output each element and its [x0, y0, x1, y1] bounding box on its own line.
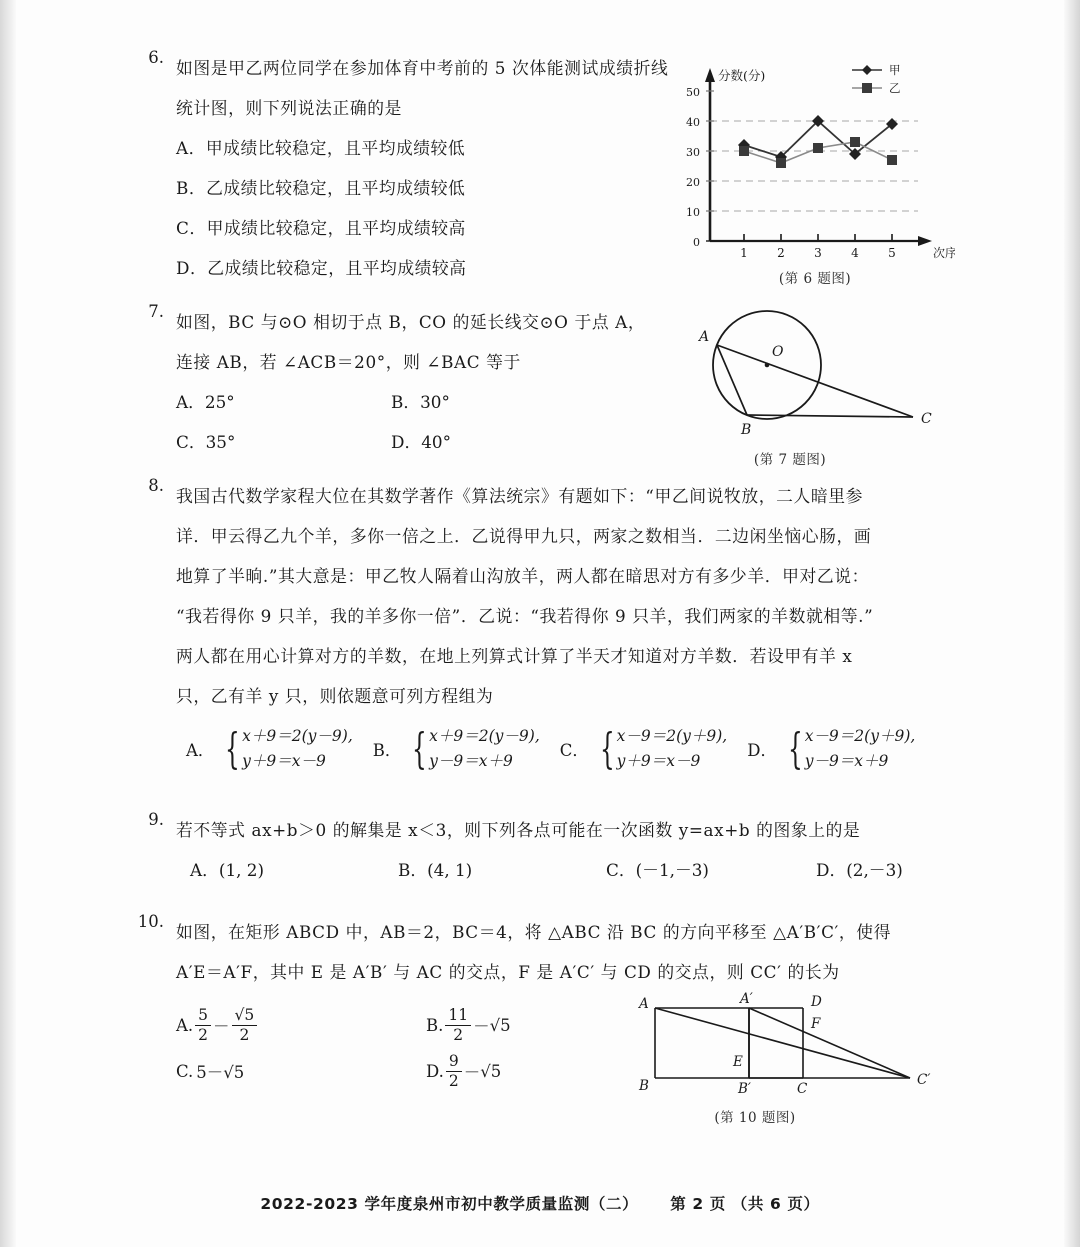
brace-icon: { [599, 724, 615, 773]
y-axis-label: 分数(分) [718, 68, 766, 83]
question-8-equation-options [186, 724, 960, 774]
score-line-chart [670, 56, 955, 261]
question-8-number: 8. [148, 476, 164, 495]
label-C-prime: C′ [917, 1072, 931, 1088]
question-8-option-c-eq2: y＋9＝x－9 [616, 752, 701, 770]
label-C: C [797, 1081, 808, 1097]
brace-icon: { [412, 724, 428, 773]
question-7-text-line-2: 连接 AB，若 ∠ACB＝20°，则 ∠BAC 等于 [176, 352, 521, 372]
label-E: E [733, 1054, 743, 1070]
question-6-option-d[interactable]: D．乙成绩比较稳定，且平均成绩较高 [176, 258, 467, 278]
question-8-text-line-5: 两人都在用心计算对方的羊数，在地上列算式计算了半天才知道对方羊数．若设甲有羊 x [176, 646, 853, 666]
label-F: F [811, 1016, 821, 1032]
y-tick-40: 40 [686, 116, 700, 129]
page-footer [0, 1192, 1080, 1214]
question-10-option-a[interactable] [176, 1006, 426, 1045]
frac-numerator: √5 [232, 1006, 258, 1026]
label-C: C [921, 411, 932, 427]
question-6-option-a[interactable]: A．甲成绩比较稳定，且平均成绩较低 [176, 138, 466, 158]
question-9-text-line-1: 若不等式 ax+b＞0 的解集是 x＜3，则下列各点可能在一次函数 y=ax+b 的图象上的是 [176, 820, 861, 840]
label-B: B [639, 1078, 649, 1094]
question-9-option-b[interactable]: B．(4, 1) [398, 860, 473, 880]
question-6-text-line-1: 如图是甲乙两位同学在参加体育中考前的 5 次体能测试成绩折线 [176, 58, 669, 78]
question-8-option-d-eq2: y－9＝x＋9 [804, 752, 889, 770]
question-9-option-d[interactable]: D．(2,－3) [816, 860, 903, 880]
x-tick-2: 2 [777, 246, 785, 260]
question-10-option-c-label: C. [176, 1061, 194, 1081]
fraction-9-over-2 [446, 1052, 462, 1091]
question-8-option-c[interactable] [560, 724, 727, 774]
x-tick-4: 4 [851, 246, 859, 260]
y-tick-10: 10 [686, 206, 700, 219]
footer-exam-title: 2022-2023 学年度泉州市初中教学质量监测（二） [260, 1195, 639, 1213]
page-edge-right [1064, 0, 1080, 1247]
segment-AprimeCprime [749, 1008, 910, 1078]
question-8-option-c-label: C． [559, 741, 589, 760]
page-edge-left [0, 0, 16, 1247]
question-6-number: 6. [148, 48, 164, 67]
question-6-option-c[interactable]: C．甲成绩比较稳定，且平均成绩较高 [176, 218, 466, 238]
label-A-prime: A′ [740, 991, 753, 1007]
question-10 [130, 912, 960, 1126]
fraction-5-over-2 [195, 1006, 211, 1045]
minus-operator: － [213, 1017, 230, 1036]
question-10-option-a-label: A. [176, 1015, 194, 1035]
footer-page-number: 第 2 页 （共 6 页） [670, 1195, 820, 1213]
question-8-option-d-eq1: x－9＝2(y＋9), [804, 727, 916, 745]
label-O: O [772, 344, 784, 360]
question-8-option-b[interactable] [373, 724, 540, 774]
frac-numerator: 9 [446, 1052, 462, 1072]
circle-tangent-diagram [655, 307, 950, 442]
question-7-figure [655, 307, 955, 468]
question-7 [130, 302, 960, 470]
frac-denominator: 2 [198, 1025, 209, 1044]
question-8-option-b-eq2: y－9＝x＋9 [429, 752, 513, 770]
segment-BC [747, 415, 913, 417]
question-10-option-c[interactable] [176, 1059, 426, 1083]
legend-label-jia: 甲 [889, 63, 901, 77]
question-8-text-line-4: “我若得你 9 只羊，我的羊多你一倍”．乙说：“我若得你 9 只羊，我们两家的羊数就相等.” [176, 606, 874, 626]
sqrt-5: √5 [480, 1061, 502, 1081]
frac-numerator: 11 [445, 1006, 471, 1026]
question-9 [130, 810, 960, 906]
question-7-option-b[interactable]: B．30° [391, 392, 450, 412]
question-6 [130, 48, 960, 296]
question-8-option-b-eq1: x＋9＝2(y－9), [429, 727, 540, 745]
chart-legend [852, 63, 901, 95]
label-A: A [699, 329, 710, 345]
frac-numerator: 5 [195, 1006, 211, 1026]
segment-AB [717, 345, 747, 415]
rectangle-translation-diagram [625, 990, 955, 1100]
question-9-option-c[interactable]: C．(－1,－3) [606, 860, 709, 880]
x-axis-label: 次序 [933, 246, 955, 260]
question-8-text-line-2: 详．甲云得乙九个羊，多你一倍之上．乙说得甲九只，两家之数相当．二边闲坐恼心肠，画 [176, 526, 872, 546]
label-B: B [741, 422, 752, 438]
question-8-option-a-eq1: x＋9＝2(y－9), [242, 727, 353, 745]
question-7-option-a[interactable]: A．25° [176, 392, 235, 412]
minus-operator: － [473, 1017, 490, 1036]
question-10-text-line-2: A′E＝A′F，其中 E 是 A′B′ 与 AC 的交点，F 是 A′C′ 与 CD 的交点，则 CC′ 的长为 [176, 962, 840, 982]
question-6-figure [670, 56, 960, 287]
question-7-number: 7. [148, 302, 164, 321]
question-8-option-a-eq2: y＋9＝x－9 [242, 752, 326, 770]
question-8-option-b-label: B． [372, 741, 402, 760]
question-10-figure-caption: (第 10 题图) [714, 1110, 796, 1126]
question-10-number: 10. [137, 912, 164, 931]
question-8-option-c-eq1: x－9＝2(y＋9), [616, 727, 728, 745]
brace-icon: { [225, 724, 241, 773]
question-8-option-a[interactable] [186, 724, 353, 774]
question-8-option-a-label: A． [186, 741, 215, 760]
x-tick-1: 1 [740, 246, 748, 260]
question-7-option-d[interactable]: D．40° [391, 432, 451, 452]
segment-A-to-Cprime [655, 1008, 910, 1078]
question-8 [130, 476, 960, 804]
segment-AC [717, 345, 913, 417]
y-tick-0: 0 [693, 236, 700, 249]
minus-operator: － [463, 1063, 481, 1082]
question-10-option-d-label: D. [426, 1061, 444, 1081]
legend-label-yi: 乙 [889, 81, 901, 95]
y-tick-30: 30 [686, 146, 700, 159]
fraction-sqrt5-over-2 [232, 1006, 258, 1045]
question-9-number: 9. [148, 810, 164, 829]
question-10-option-c-value: 5－√5 [196, 1063, 245, 1082]
label-A: A [639, 996, 649, 1012]
question-7-option-c[interactable]: C．35° [176, 432, 236, 452]
x-tick-3: 3 [814, 246, 822, 260]
label-B-prime: B′ [738, 1081, 751, 1097]
y-tick-50: 50 [686, 86, 700, 99]
question-10-figure [625, 990, 965, 1126]
question-7-figure-caption: (第 7 题图) [753, 452, 827, 468]
sqrt-5: √5 [489, 1015, 511, 1035]
frac-denominator: 2 [453, 1025, 464, 1044]
question-8-text-line-3: 地算了半晌.”其大意是：甲乙牧人隔着山沟放羊，两人都在暗思对方有多少羊．甲对乙说： [176, 566, 869, 586]
question-8-option-d[interactable] [747, 724, 915, 774]
question-6-text-line-2: 统计图，则下列说法正确的是 [176, 98, 402, 118]
question-6-option-b[interactable]: B．乙成绩比较稳定，且平均成绩较低 [176, 178, 466, 198]
question-6-figure-caption: (第 6 题图) [778, 271, 852, 287]
label-D: D [811, 994, 822, 1010]
frac-denominator: 2 [239, 1025, 250, 1044]
question-10-option-b-label: B. [426, 1015, 444, 1035]
series-yi-markers [739, 137, 897, 168]
frac-denominator: 2 [448, 1071, 459, 1090]
fraction-11-over-2 [445, 1006, 471, 1045]
question-9-option-a[interactable]: A．(1, 2) [190, 860, 265, 880]
question-10-text-line-1: 如图，在矩形 ABCD 中，AB＝2，BC＝4，将 △ABC 沿 BC 的方向平移至 △A′B′C′，使得 [176, 922, 892, 942]
question-7-text-line-1: 如图，BC 与⊙O 相切于点 B，CO 的延长线交⊙O 于点 A， [176, 312, 646, 332]
page-content [130, 48, 960, 1126]
brace-icon: { [787, 724, 803, 773]
question-8-text-line-6: 只，乙有羊 y 只，则依题意可列方程组为 [176, 686, 494, 706]
y-tick-20: 20 [686, 176, 700, 189]
question-8-option-d-label: D． [747, 741, 777, 760]
x-tick-5: 5 [888, 246, 896, 260]
question-8-text-line-1: 我国古代数学家程大位在其数学著作《算法统宗》有题如下：“甲乙间说牧放，二人暗里参 [176, 486, 864, 506]
